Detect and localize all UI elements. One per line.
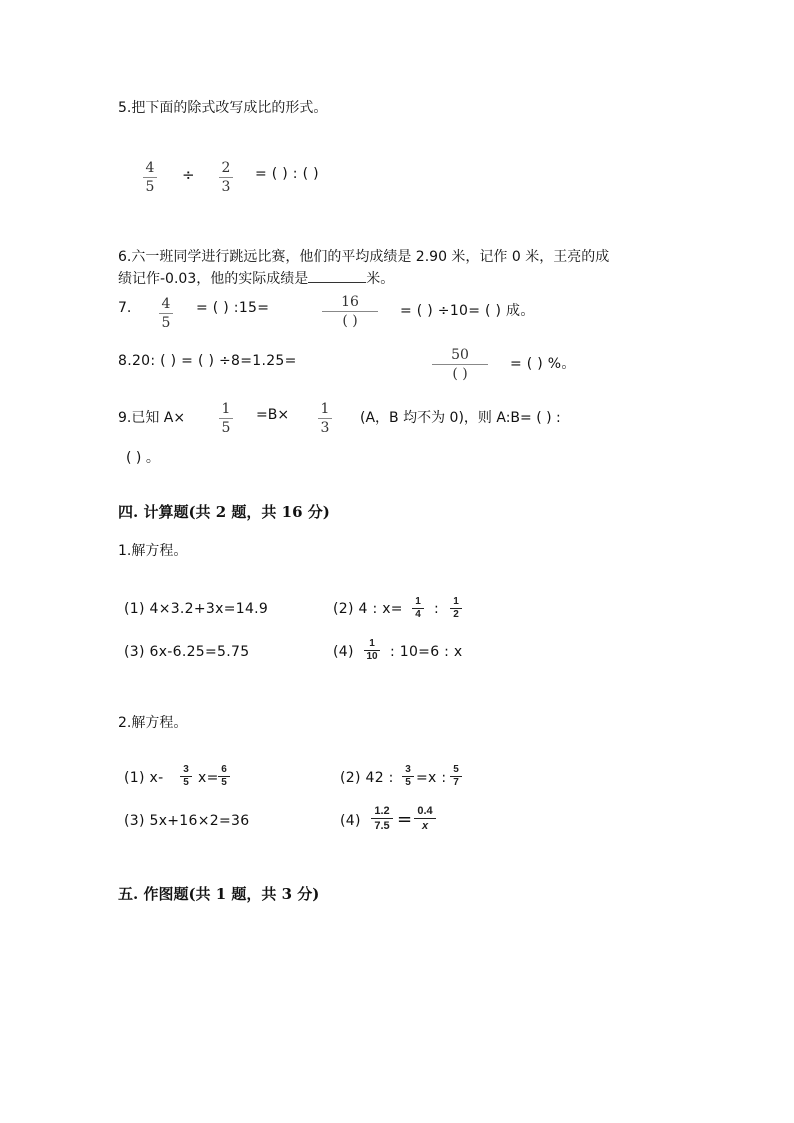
q9-frac1-numerator: 1 bbox=[221, 401, 231, 417]
q9-rest: (A，B 均不为 0)，则 A:B= ( ) : bbox=[360, 410, 561, 426]
numerator: 1 bbox=[415, 596, 421, 607]
s4p1-e2-fraction-2 bbox=[450, 597, 462, 620]
q7-middle: = ( ) :15= bbox=[196, 300, 270, 316]
s4p1-e2-fraction-1 bbox=[412, 597, 424, 620]
denominator: 5 bbox=[183, 777, 189, 788]
s4p2-e1-fraction-1 bbox=[180, 765, 192, 788]
question-7-label: 7. bbox=[118, 300, 132, 316]
denominator: 5 bbox=[221, 777, 227, 788]
denominator: 2 bbox=[453, 609, 459, 620]
numerator: 1 bbox=[453, 596, 459, 607]
question-9-text: 9.已知 A× bbox=[118, 410, 186, 426]
q5-frac2-denominator: 3 bbox=[221, 179, 231, 195]
q7-fraction-2 bbox=[322, 294, 378, 329]
q7-fraction-1 bbox=[159, 296, 173, 331]
q5-ratio-blanks: = ( ) : ( ) bbox=[255, 166, 319, 182]
s4p1-equation-2-prefix: (2) 4 : x= bbox=[333, 601, 403, 617]
denominator: 5 bbox=[405, 777, 411, 788]
section-4-problem-1-title: 1.解方程。 bbox=[118, 543, 188, 559]
s4p1-equation-4-suffix: : 10=6 : x bbox=[390, 644, 463, 660]
q5-frac2-numerator: 2 bbox=[221, 160, 231, 176]
numerator: 0.4 bbox=[417, 805, 433, 817]
s4p1-equation-1: (1) 4×3.2+3x=14.9 bbox=[124, 601, 269, 617]
fraction-bar bbox=[322, 311, 378, 312]
s4p1-equation-4-prefix: (4) bbox=[333, 644, 354, 660]
q9-line-2: ( ) 。 bbox=[126, 450, 160, 466]
question-6-line-2 bbox=[118, 268, 394, 288]
fraction-bar bbox=[219, 418, 233, 419]
s4p2-equation-2-prefix: (2) 42 : bbox=[340, 770, 394, 786]
denominator: 4 bbox=[415, 609, 421, 620]
s4p1-equation-3: (3) 6x-6.25=5.75 bbox=[124, 644, 250, 660]
q6-answer-blank[interactable] bbox=[308, 270, 366, 283]
s4p2-e4-fraction-2 bbox=[414, 805, 436, 832]
q8-rest: = ( ) %。 bbox=[510, 356, 576, 372]
s4p2-e2-fraction-2 bbox=[450, 765, 462, 788]
denominator: 7.5 bbox=[374, 820, 390, 832]
fraction-bar bbox=[143, 177, 157, 178]
q9-frac1-denominator: 5 bbox=[221, 420, 231, 436]
q9-frac2-numerator: 1 bbox=[320, 401, 330, 417]
q6-unit: 米。 bbox=[366, 271, 395, 287]
q8-fraction bbox=[432, 347, 488, 382]
q9-frac2-denominator: 3 bbox=[320, 420, 330, 436]
fraction-bar bbox=[219, 177, 233, 178]
q7-frac1-numerator: 4 bbox=[161, 296, 171, 312]
fraction-bar bbox=[414, 818, 436, 819]
q5-divide-sign: ÷ bbox=[182, 166, 195, 184]
denominator: 7 bbox=[453, 777, 459, 788]
q9-fraction-1 bbox=[219, 401, 233, 436]
q8-numerator: 50 bbox=[451, 347, 469, 363]
s4p1-e4-fraction bbox=[364, 639, 380, 662]
q9-middle: =B× bbox=[256, 407, 290, 423]
s4p2-e4-equals: = bbox=[397, 809, 413, 830]
q5-frac1-numerator: 4 bbox=[145, 160, 155, 176]
q5-fraction-1 bbox=[143, 160, 157, 195]
s4p2-e2-fraction-1 bbox=[402, 765, 414, 788]
q7-frac1-denominator: 5 bbox=[161, 315, 171, 331]
s4p1-e2-separator: : bbox=[434, 601, 439, 617]
section-4-problem-2-title: 2.解方程。 bbox=[118, 715, 188, 731]
numerator: 3 bbox=[405, 764, 411, 775]
numerator: 1.2 bbox=[374, 805, 390, 817]
s4p2-equation-2-middle: =x : bbox=[416, 770, 447, 786]
numerator: 1 bbox=[369, 638, 375, 649]
fraction-bar bbox=[432, 364, 488, 365]
s4p2-equation-4-prefix: (4) bbox=[340, 813, 361, 829]
q7-frac2-numerator: 16 bbox=[341, 294, 359, 310]
numerator: 5 bbox=[453, 764, 459, 775]
q6-line2-text: 绩记作-0.03，他的实际成绩是 bbox=[118, 271, 309, 287]
s4p2-equation-3: (3) 5x+16×2=36 bbox=[124, 813, 250, 829]
q9-fraction-2 bbox=[318, 401, 332, 436]
q5-fraction-2 bbox=[219, 160, 233, 195]
s4p2-e4-fraction-1 bbox=[371, 805, 393, 832]
denominator: x bbox=[421, 820, 429, 832]
question-8-text: 8.20: ( ) = ( ) ÷8=1.25= bbox=[118, 353, 297, 369]
section-5-title: 五. 作图题(共 1 题，共 3 分) bbox=[118, 885, 320, 903]
numerator: 3 bbox=[183, 764, 189, 775]
numerator: 6 bbox=[221, 764, 227, 775]
fraction-bar bbox=[371, 818, 393, 819]
fraction-bar bbox=[159, 313, 173, 314]
question-5-text: 5.把下面的除式改写成比的形式。 bbox=[118, 100, 328, 116]
section-4-title: 四. 计算题(共 2 题，共 16 分) bbox=[118, 503, 330, 521]
q7-rest: = ( ) ÷10= ( ) 成。 bbox=[400, 303, 535, 319]
denominator: 10 bbox=[366, 651, 378, 662]
question-6-line-1: 6.六一班同学进行跳远比赛，他们的平均成绩是 2.90 米，记作 0 米，王亮的成 bbox=[118, 249, 610, 265]
s4p2-equation-1-prefix: (1) x- bbox=[124, 770, 164, 786]
q7-frac2-denominator: ( ) bbox=[342, 313, 358, 329]
q8-denominator: ( ) bbox=[452, 366, 468, 382]
fraction-bar bbox=[318, 418, 332, 419]
s4p2-e1-fraction-2 bbox=[218, 765, 230, 788]
q5-frac1-denominator: 5 bbox=[145, 179, 155, 195]
s4p2-equation-1-middle: x= bbox=[198, 770, 219, 786]
